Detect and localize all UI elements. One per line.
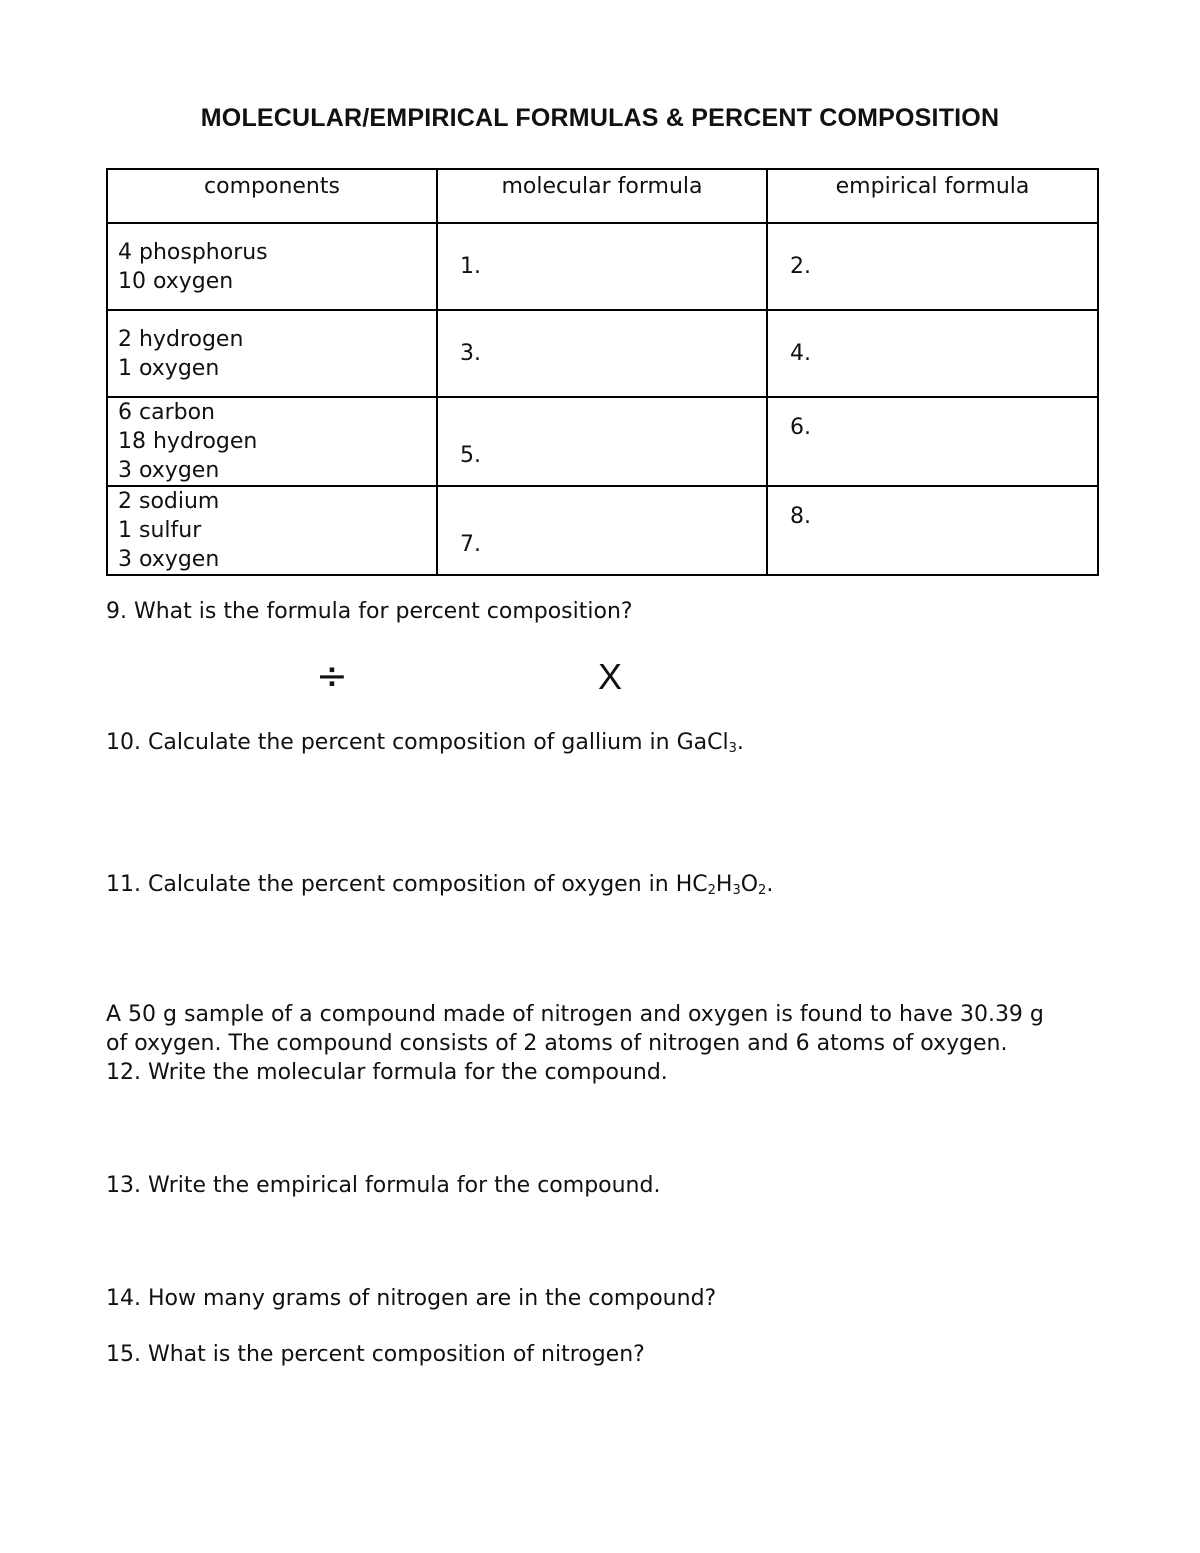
question-10-text: 10. Calculate the percent composition of gallium in GaCl [106,730,729,755]
molecular-answer-cell[interactable] [437,397,767,486]
component-line: 4 phosphorus [118,239,268,265]
components-cell [107,310,437,397]
question-15: 15. What is the percent composition of nitrogen? [106,1342,645,1367]
question-number: 3. [460,341,481,366]
formula-table [106,168,1099,576]
subscript: 3 [728,741,737,756]
component-line: 18 hydrogen [118,429,258,454]
formula-part: H [715,872,733,897]
header-empirical-formula: empirical formula [767,169,1098,223]
empirical-answer-cell[interactable] [767,397,1098,486]
subscript: 2 [758,883,767,898]
page-title: MOLECULAR/EMPIRICAL FORMULAS & PERCENT COMPOSITION [200,104,1000,132]
components-cell [107,486,437,575]
header-molecular-formula: molecular formula [437,169,767,223]
molecular-answer-cell[interactable] [437,310,767,397]
question-number: 1. [460,254,481,279]
multiply-icon: X [598,656,623,697]
table-row [107,223,1098,310]
divide-icon: ÷ [316,654,348,698]
table-row [107,397,1098,486]
molecular-answer-cell[interactable] [437,486,767,575]
scenario-line: of oxygen. The compound consists of 2 atoms of nitrogen and 6 atoms of oxygen. [106,1031,1008,1056]
question-10-end: . [736,730,744,755]
component-line: 6 carbon [118,400,215,425]
components-cell [107,223,437,310]
table-row [107,486,1098,575]
component-line: 2 hydrogen [118,326,244,352]
component-line: 3 oxygen [118,458,220,483]
question-11 [106,870,773,905]
scenario-line: A 50 g sample of a compound made of nitrogen and oxygen is found to have 30.39 g [106,1002,1044,1027]
component-line: 2 sodium [118,489,220,514]
question-number: 8. [790,504,811,529]
molecular-answer-cell[interactable] [437,223,767,310]
table-header-row [107,169,1098,223]
question-number: 4. [790,341,811,366]
formula-part: O [740,872,759,897]
components-cell [107,397,437,486]
scenario-paragraph [106,1000,1106,1087]
question-number: 6. [790,415,811,440]
question-11-text: 11. Calculate the percent composition of oxygen in HC [106,872,708,897]
component-line: 1 sulfur [118,518,202,543]
question-10 [106,728,744,763]
subscript: 3 [732,883,741,898]
empirical-answer-cell[interactable] [767,486,1098,575]
component-line: 1 oxygen [118,355,220,381]
question-9: 9. What is the formula for percent composition? [106,599,633,624]
question-14: 14. How many grams of nitrogen are in the compound? [106,1286,717,1311]
component-line: 10 oxygen [118,268,234,294]
question-number: 2. [790,254,811,279]
question-11-end: . [766,872,774,897]
question-number: 5. [460,443,481,468]
header-components: components [107,169,437,223]
question-13: 13. Write the empirical formula for the compound. [106,1173,661,1198]
question-12: 12. Write the molecular formula for the compound. [106,1060,668,1085]
table-row [107,310,1098,397]
empirical-answer-cell[interactable] [767,223,1098,310]
question-number: 7. [460,532,481,557]
subscript: 2 [707,883,716,898]
empirical-answer-cell[interactable] [767,310,1098,397]
component-line: 3 oxygen [118,547,220,572]
